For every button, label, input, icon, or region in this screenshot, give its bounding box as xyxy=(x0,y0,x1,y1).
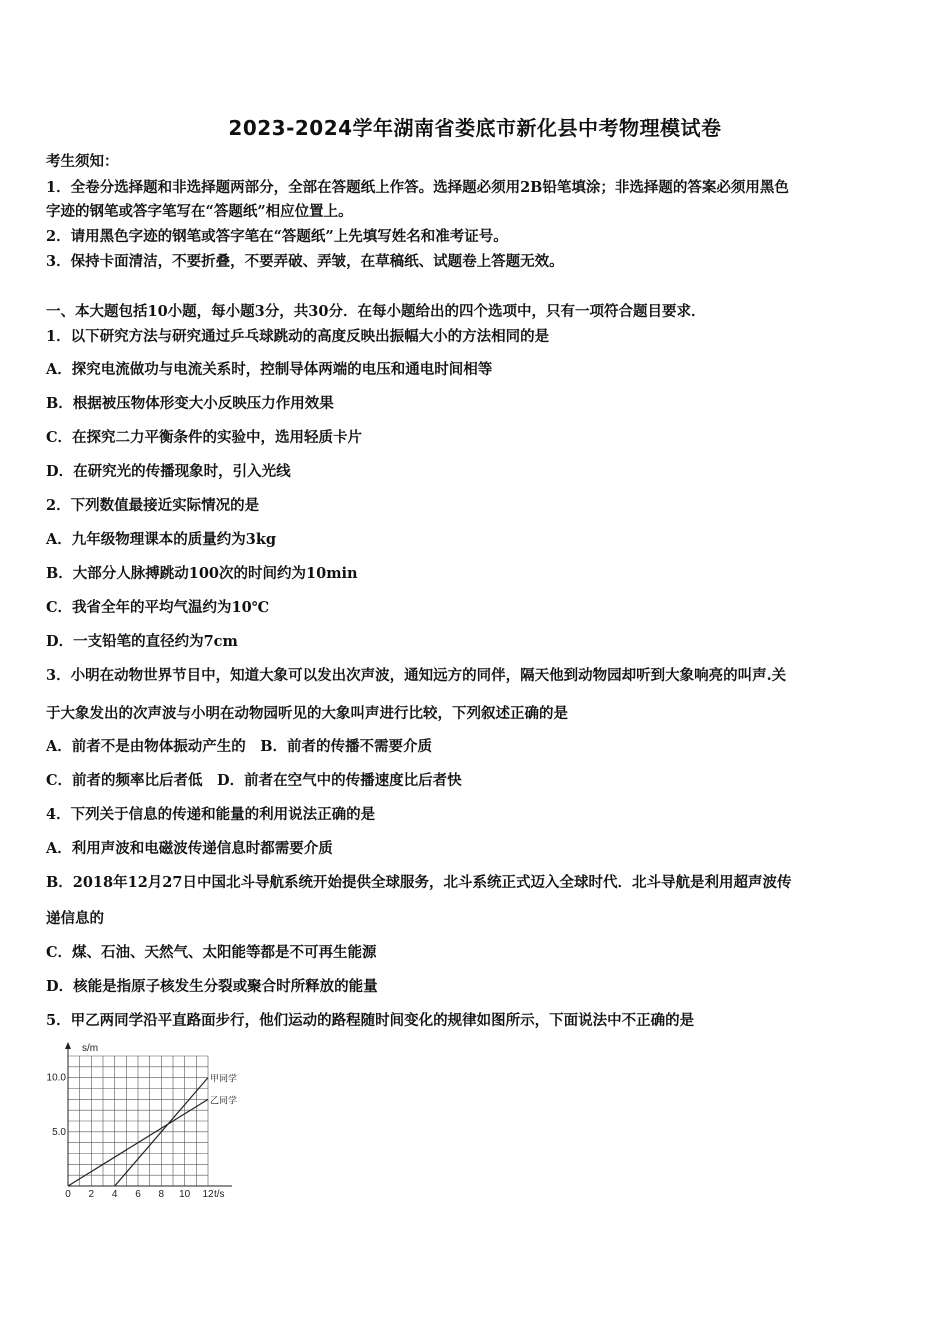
question-4-option-b-cont: 递信息的 xyxy=(46,910,104,927)
question-1-option-b: B．根据被压物体形变大小反映压力作用效果 xyxy=(46,395,334,412)
question-1-option-c: C．在探究二力平衡条件的实验中，选用轻质卡片 xyxy=(46,429,363,446)
x-tick-label: 8 xyxy=(158,1189,165,1200)
question-2-option-d: D．一支铅笔的直径约为7cm xyxy=(46,633,238,650)
question-1-option-a: A．探究电流做功与电流关系时，控制导体两端的电压和通电时间相等 xyxy=(46,361,493,378)
chart-svg xyxy=(44,1040,238,1202)
question-4-option-b: B．2018年12月27日中国北斗导航系统开始提供全球服务，北斗系统正式迈入全球时代．北斗导航是利用超声波传 xyxy=(46,874,792,891)
question-1-option-d: D．在研究光的传播现象时，引入光线 xyxy=(46,463,291,480)
question-2-option-a: A．九年级物理课本的质量约为3kg xyxy=(46,531,277,548)
series-label: 乙同学 xyxy=(210,1095,238,1106)
question-3-stem: 3．小明在动物世界节目中，知道大象可以发出次声波，通知远方的同伴，隔天他到动物园却听到大象响亮的叫声.关 xyxy=(46,667,787,684)
notice-item: 1．全卷分选择题和非选择题两部分，全部在答题纸上作答。选择题必须用2B铅笔填涂；非选择题的答案必须用黑色 xyxy=(46,179,789,196)
question-1-stem: 1．以下研究方法与研究通过乒乓球跳动的高度反映出振幅大小的方法相同的是 xyxy=(46,328,550,345)
question-3-options-ab: A．前者不是由物体振动产生的 B．前者的传播不需要介质 xyxy=(46,738,433,755)
x-tick-label: 10 xyxy=(179,1189,191,1200)
question-3-options-cd: C．前者的频率比后者低 D．前者在空气中的传播速度比后者快 xyxy=(46,772,462,789)
question-2-stem: 2．下列数值最接近实际情况的是 xyxy=(46,497,260,514)
y-tick-label: 5.0 xyxy=(52,1126,66,1138)
y-axis-label: s/m xyxy=(82,1043,99,1054)
question-5-stem: 5．甲乙两同学沿平直路面步行，他们运动的路程随时间变化的规律如图所示，下面说法中不正确的是 xyxy=(46,1012,695,1029)
notice-item: 字迹的钢笔或答字笔写在“答题纸”相应位置上。 xyxy=(46,203,353,220)
question-4-option-d: D．核能是指原子核发生分裂或聚合时所释放的能量 xyxy=(46,978,378,995)
notice-item: 3．保持卡面清洁，不要折叠，不要弄破、弄皱，在草稿纸、试题卷上答题无效。 xyxy=(46,253,564,270)
y-tick-label: 10.0 xyxy=(46,1072,66,1084)
x-tick-label: 6 xyxy=(135,1189,141,1200)
question-4-option-c: C．煤、石油、天然气、太阳能等都是不可再生能源 xyxy=(46,944,377,961)
x-tick-label: 4 xyxy=(111,1189,118,1200)
notice-label: 考生须知： xyxy=(46,153,119,170)
notice-item: 2．请用黑色字迹的钢笔或答字笔在“答题纸”上先填写姓名和准考证号。 xyxy=(46,228,508,245)
distance-time-chart xyxy=(44,1040,238,1202)
section-header: 一、本大题包括10小题，每小题3分，共30分．在每小题给出的四个选项中，只有一项符合题目要求． xyxy=(46,303,706,320)
series-label: 甲同学 xyxy=(210,1073,238,1084)
x-tick-label: 0 xyxy=(65,1189,71,1200)
question-2-option-c: C．我省全年的平均气温约为10℃ xyxy=(46,599,270,616)
x-tick-label: 2 xyxy=(88,1189,95,1200)
question-4-option-a: A．利用声波和电磁波传递信息时都需要介质 xyxy=(46,840,333,857)
question-2-option-b: B．大部分人脉搏跳动100次的时间约为10min xyxy=(46,565,358,582)
question-3-stem: 于大象发出的次声波与小明在动物园听见的大象叫声进行比较，下列叙述正确的是 xyxy=(46,705,568,722)
x-tick-label: 12 xyxy=(202,1189,214,1200)
x-axis-label: t/s xyxy=(214,1189,225,1200)
page-title: 2023-2024学年湖南省娄底市新化县中考物理模试卷 xyxy=(228,116,722,140)
question-4-stem: 4．下列关于信息的传递和能量的利用说法正确的是 xyxy=(46,806,376,823)
